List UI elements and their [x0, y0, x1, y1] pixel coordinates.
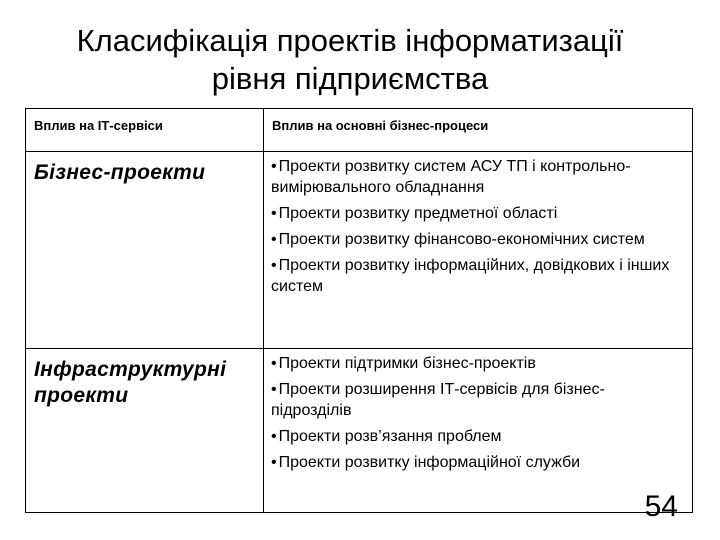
row-label-infrastructure-projects: Інфраструктурні проекти	[34, 358, 227, 407]
bullet-glyph: •	[271, 381, 277, 398]
table-row	[26, 349, 693, 513]
bullet-list	[264, 349, 692, 473]
table-row	[26, 152, 693, 349]
bullet-glyph: •	[271, 257, 277, 274]
row-items-cell	[264, 152, 693, 349]
list-item-text: Проекти розширення ІТ-сервісів для бізнес-підрозділів	[271, 381, 605, 419]
bullet-glyph: •	[271, 428, 277, 445]
bullet-glyph: •	[271, 158, 277, 175]
list-item	[271, 229, 682, 250]
row-label-cell	[26, 349, 264, 513]
header-it-services: Вплив на ІТ-сервіси	[34, 118, 163, 133]
header-cell	[26, 109, 264, 152]
title-line-2: рівня підприємства	[211, 61, 489, 96]
list-item	[271, 353, 682, 374]
row-label-business-projects: Бізнес-проекти	[34, 161, 206, 184]
row-label-cell	[26, 152, 264, 349]
bullet-glyph: •	[271, 355, 277, 372]
title-line-1: Класифікація проектів інформатизації	[76, 23, 624, 58]
bullet-glyph: •	[271, 205, 277, 222]
bullet-list	[264, 152, 692, 297]
list-item-text: Проекти розвитку предметної області	[278, 205, 558, 222]
list-item-text: Проекти розвитку фінансово-економічних систем	[278, 231, 645, 248]
list-item	[271, 255, 682, 297]
bullet-glyph: •	[271, 231, 277, 248]
row-items-cell	[264, 349, 693, 513]
header-cell	[264, 109, 693, 152]
list-item	[271, 203, 682, 224]
list-item-text: Проекти розвитку систем АСУ ТП і контрольно-вимірювального обладнання	[271, 158, 631, 196]
table-header-row	[26, 109, 693, 152]
list-item	[271, 426, 682, 447]
list-item	[271, 452, 682, 473]
list-item-text: Проекти розвитку інформаційної служби	[278, 454, 581, 471]
list-item	[271, 156, 682, 198]
classification-table	[25, 108, 693, 513]
list-item-text: Проекти розв’язання проблем	[278, 428, 502, 445]
list-item-text: Проекти підтримки бізнес-проектів	[278, 355, 536, 372]
bullet-glyph: •	[271, 454, 277, 471]
header-business-processes: Вплив на основні бізнес-процеси	[272, 118, 489, 133]
list-item-text: Проекти розвитку інформаційних, довідкових і інших систем	[271, 257, 670, 295]
list-item	[271, 379, 682, 421]
page-number: 54	[644, 490, 678, 523]
slide-title	[0, 22, 700, 98]
